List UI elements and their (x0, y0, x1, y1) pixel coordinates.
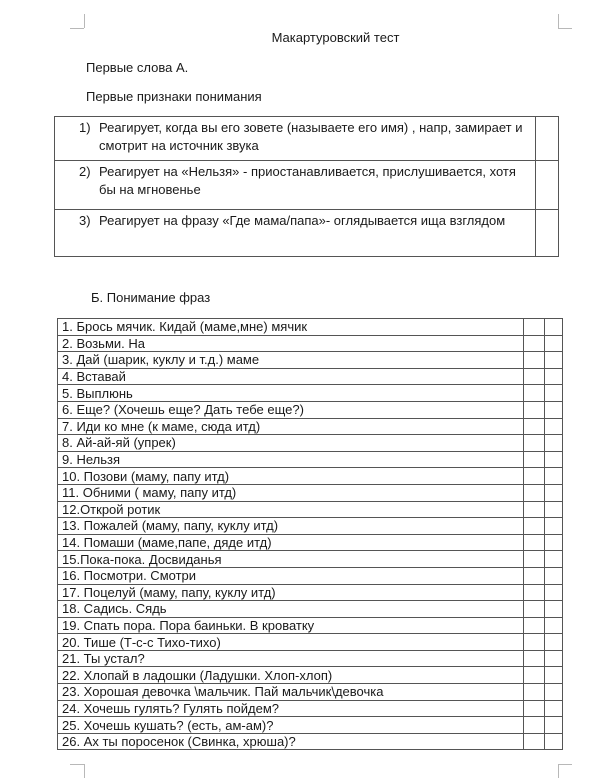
phrase-text: 24. Хочешь гулять? Гулять пойдем? (58, 700, 524, 717)
says-cell[interactable] (545, 385, 563, 402)
phrase-text: 20. Тише (Т-с-с Тихо-тихо) (58, 634, 524, 651)
phrase-row (58, 551, 563, 568)
document-title: Макартуровский тест (271, 30, 400, 45)
says-cell[interactable] (545, 335, 563, 352)
says-cell[interactable] (545, 667, 563, 684)
understands-cell[interactable] (524, 352, 545, 369)
phrase-row (58, 501, 563, 518)
crop-mark-top-left-v (84, 14, 85, 28)
understands-cell[interactable] (524, 518, 545, 535)
understands-cell[interactable] (524, 650, 545, 667)
says-cell[interactable] (545, 368, 563, 385)
understands-cell[interactable] (524, 667, 545, 684)
understands-cell[interactable] (524, 584, 545, 601)
item-number: 3) (79, 213, 91, 228)
understands-cell[interactable] (524, 601, 545, 618)
says-cell[interactable] (545, 401, 563, 418)
phrase-row (58, 468, 563, 485)
first-signs-heading: Первые признаки понимания (86, 89, 262, 104)
phrase-row (58, 667, 563, 684)
understands-cell[interactable] (524, 684, 545, 701)
phrase-row (58, 435, 563, 452)
phrase-text: 22. Хлопай в ладошки (Ладушки. Хлоп-хлоп) (58, 667, 524, 684)
phrase-row (58, 368, 563, 385)
phrase-row (58, 518, 563, 535)
item-text: Реагирует на фразу «Где мама/папа»- оглядывается ища взглядом (99, 213, 506, 228)
phrase-row (58, 335, 563, 352)
phrase-text: 5. Выплюнь (58, 385, 524, 402)
understands-cell[interactable] (524, 335, 545, 352)
says-cell[interactable] (545, 567, 563, 584)
phrase-text: 6. Еще? (Хочешь еще? Дать тебе еще?) (58, 401, 524, 418)
phrase-text: 11. Обними ( маму, папу итд) (58, 484, 524, 501)
phrase-text: 17. Поцелуй (маму, папу, куклу итд) (58, 584, 524, 601)
understands-cell[interactable] (524, 468, 545, 485)
answer-cell[interactable] (536, 117, 559, 161)
understands-cell[interactable] (524, 435, 545, 452)
first-signs-row (55, 161, 559, 210)
phrase-row (58, 534, 563, 551)
phrase-row (58, 451, 563, 468)
phrase-text: 8. Ай-ай-яй (упрек) (58, 435, 524, 452)
phrase-text: 14. Помаши (маме,папе, дяде итд) (58, 534, 524, 551)
section-a-heading: Первые слова А. (86, 60, 189, 75)
crop-mark-bottom-right-h (558, 764, 572, 765)
understands-cell[interactable] (524, 401, 545, 418)
phrase-row (58, 567, 563, 584)
says-cell[interactable] (545, 634, 563, 651)
phrase-row (58, 650, 563, 667)
says-cell[interactable] (545, 684, 563, 701)
phrase-row (58, 700, 563, 717)
item-text: Реагирует, когда вы его зовете (называете его имя) , напр, замирает и смотрит на источник звука (99, 120, 523, 153)
phrase-row (58, 684, 563, 701)
phrase-row (58, 717, 563, 734)
answer-cell[interactable] (536, 210, 559, 257)
says-cell[interactable] (545, 418, 563, 435)
first-signs-cell (55, 210, 536, 257)
understands-cell[interactable] (524, 451, 545, 468)
says-cell[interactable] (545, 717, 563, 734)
says-cell[interactable] (545, 534, 563, 551)
says-cell[interactable] (545, 650, 563, 667)
phrase-text: 10. Позови (маму, папу итд) (58, 468, 524, 485)
phrase-row (58, 418, 563, 435)
item-number: 1) (79, 120, 91, 135)
crop-mark-top-right-v (558, 14, 559, 28)
first-signs-row (55, 210, 559, 257)
understands-cell[interactable] (524, 717, 545, 734)
crop-mark-top-left-h (70, 28, 84, 29)
phrase-row (58, 617, 563, 634)
phrase-text: 21. Ты устал? (58, 650, 524, 667)
understands-cell[interactable] (524, 368, 545, 385)
understands-cell[interactable] (524, 534, 545, 551)
first-signs-cell (55, 161, 536, 210)
says-cell[interactable] (545, 733, 563, 750)
phrase-text: 3. Дай (шарик, куклу и т.д.) маме (58, 352, 524, 369)
understands-cell[interactable] (524, 733, 545, 750)
phrase-text: 12.Открой ротик (58, 501, 524, 518)
says-cell[interactable] (545, 601, 563, 618)
says-cell[interactable] (545, 319, 563, 336)
phrase-text: 4. Вставай (58, 368, 524, 385)
item-text: Реагирует на «Нельзя» - приостанавливается, прислушивается, хотя бы на мгновенье (99, 164, 516, 197)
phrase-text: 23. Хорошая девочка \мальчик. Пай мальчик\девочка (58, 684, 524, 701)
says-cell[interactable] (545, 451, 563, 468)
phrase-row (58, 634, 563, 651)
answer-cell[interactable] (536, 161, 559, 210)
says-cell[interactable] (545, 352, 563, 369)
phrase-text: 7. Иди ко мне (к маме, сюда итд) (58, 418, 524, 435)
crop-mark-top-right-h (558, 28, 572, 29)
phrase-row (58, 584, 563, 601)
says-cell[interactable] (545, 617, 563, 634)
phrase-text: 19. Спать пора. Пора баиньки. В кроватку (58, 617, 524, 634)
understands-cell[interactable] (524, 501, 545, 518)
says-cell[interactable] (545, 484, 563, 501)
item-number: 2) (79, 164, 91, 179)
phrase-text: 2. Возьми. На (58, 335, 524, 352)
phrase-row (58, 484, 563, 501)
phrase-text: 18. Садись. Сядь (58, 601, 524, 618)
understands-cell[interactable] (524, 484, 545, 501)
phrase-row (58, 352, 563, 369)
phrase-row (58, 401, 563, 418)
first-signs-table (54, 116, 559, 257)
crop-mark-bottom-left-v (84, 764, 85, 778)
understands-cell[interactable] (524, 385, 545, 402)
first-signs-row (55, 117, 559, 161)
understands-cell[interactable] (524, 418, 545, 435)
understands-cell[interactable] (524, 700, 545, 717)
understands-cell[interactable] (524, 319, 545, 336)
understands-cell[interactable] (524, 551, 545, 568)
says-cell[interactable] (545, 501, 563, 518)
says-cell[interactable] (545, 551, 563, 568)
section-b-heading: Б. Понимание фраз (91, 290, 211, 305)
phrase-row (58, 319, 563, 336)
phrase-text: 16. Посмотри. Смотри (58, 567, 524, 584)
phrase-row (58, 385, 563, 402)
phrase-text: 1. Брось мячик. Кидай (маме,мне) мячик (58, 319, 524, 336)
first-signs-cell (55, 117, 536, 161)
crop-mark-bottom-left-h (70, 764, 84, 765)
phrase-text: 26. Ах ты поросенок (Свинка, хрюша)? (58, 733, 524, 750)
says-cell[interactable] (545, 468, 563, 485)
phrase-text: 15.Пока-пока. Досвиданья (58, 551, 524, 568)
phrase-text: 9. Нельзя (58, 451, 524, 468)
understands-cell[interactable] (524, 634, 545, 651)
says-cell[interactable] (545, 435, 563, 452)
phrase-row (58, 733, 563, 750)
says-cell[interactable] (545, 584, 563, 601)
understands-cell[interactable] (524, 617, 545, 634)
phrase-text: 25. Хочешь кушать? (есть, ам-ам)? (58, 717, 524, 734)
phrase-text: 13. Пожалей (маму, папу, куклу итд) (58, 518, 524, 535)
phrase-row (58, 601, 563, 618)
phrases-table (57, 318, 563, 750)
understands-cell[interactable] (524, 567, 545, 584)
crop-mark-bottom-right-v (558, 764, 559, 778)
says-cell[interactable] (545, 700, 563, 717)
says-cell[interactable] (545, 518, 563, 535)
